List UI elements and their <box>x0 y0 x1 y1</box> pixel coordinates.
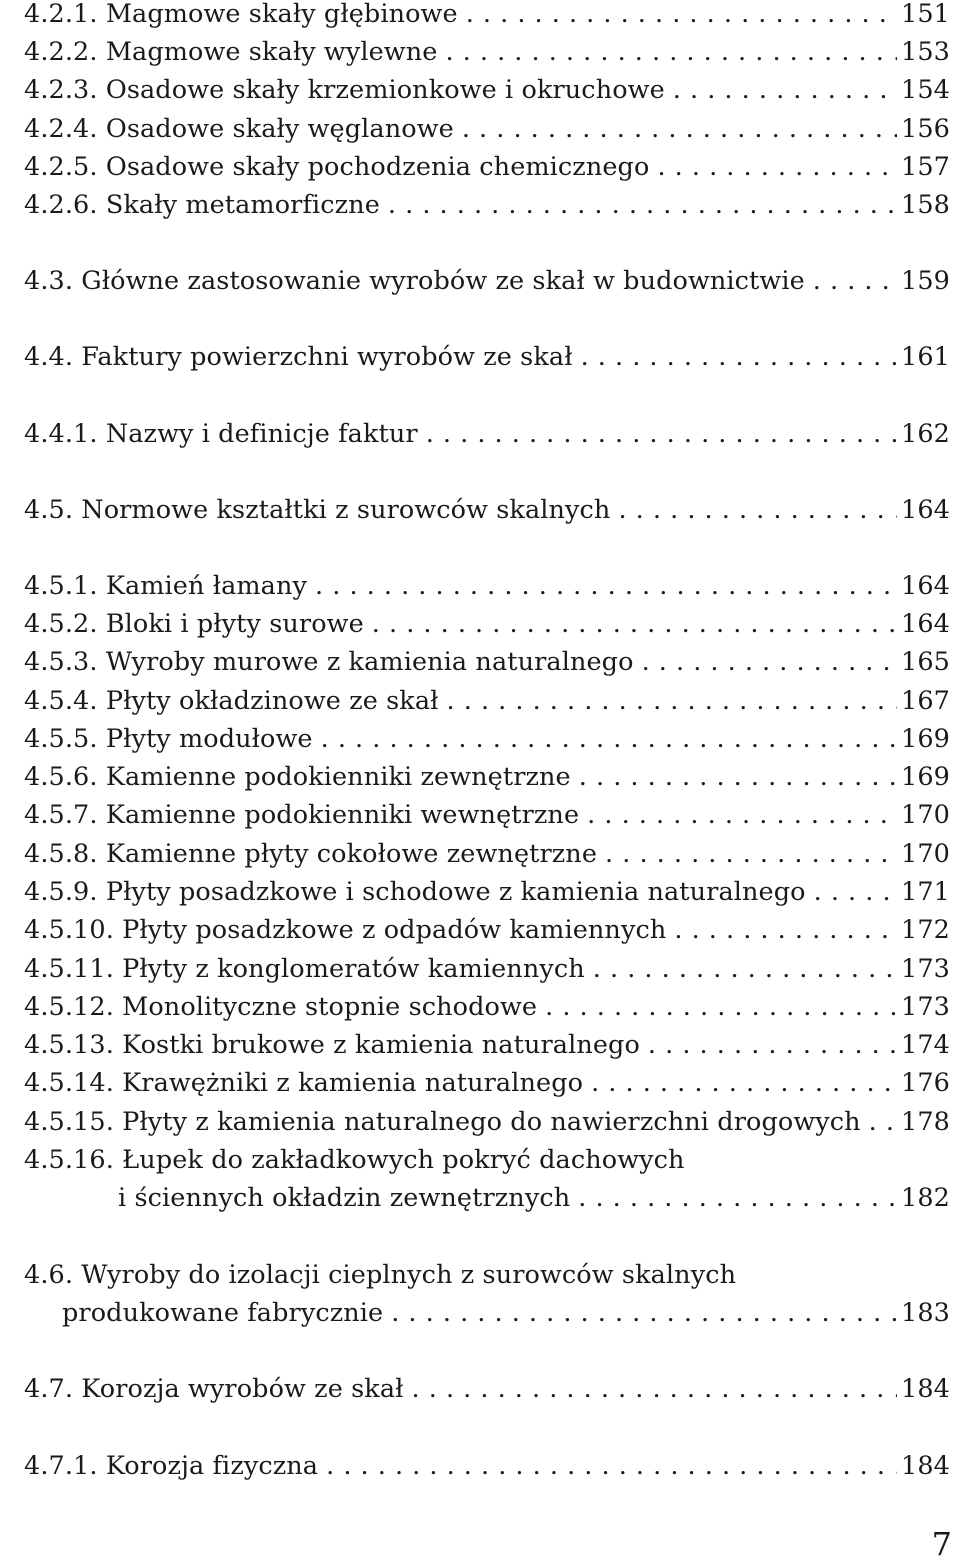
dot-leader <box>657 151 897 183</box>
toc-entry <box>24 36 950 68</box>
toc-title: Główne zastosowanie wyrobów ze skał w budownictwie <box>81 266 805 296</box>
toc-title-continued: produkowane fabrycznie <box>62 1298 384 1328</box>
toc-title: Płyty okładzinowe ze skał <box>105 686 439 716</box>
toc-title: Korozja wyrobów ze skał <box>81 1374 404 1404</box>
dot-leader <box>642 646 897 678</box>
toc-entry <box>24 991 950 1023</box>
toc-number: 4.4. <box>24 342 74 372</box>
dot-leader <box>372 608 897 640</box>
toc-number: 4.2.2. <box>24 37 98 67</box>
toc-title: Korozja fizyczna <box>105 1451 319 1481</box>
toc-title: Kamienne płyty cokołowe zewnętrzne <box>105 839 598 869</box>
dot-leader <box>445 36 897 68</box>
toc-title: Krawężniki z kamienia naturalnego <box>122 1068 584 1098</box>
toc-entry <box>24 914 950 946</box>
toc-title: Kamień łamany <box>105 571 308 601</box>
toc-entry <box>24 761 950 793</box>
toc-number: 4.5.13. <box>24 1030 114 1060</box>
toc-entry <box>24 189 950 221</box>
toc-page: 158 <box>901 190 950 220</box>
toc-title: Wyroby do izolacji cieplnych z surowców skalnych <box>81 1260 737 1290</box>
toc-title: Kamienne podokienniki zewnętrzne <box>105 762 571 792</box>
toc-entry <box>24 723 950 755</box>
toc-number: 4.5.8. <box>24 839 98 869</box>
toc-title: Łupek do zakładkowych pokryć dachowych <box>122 1145 685 1175</box>
dot-leader <box>605 838 897 870</box>
toc-entry <box>24 685 950 717</box>
toc-number: 4.3. <box>24 266 74 296</box>
toc-entry <box>24 1067 950 1099</box>
dot-leader <box>447 685 897 717</box>
toc-entry <box>24 265 950 297</box>
toc-number: 4.2.4. <box>24 114 98 144</box>
toc-number: 4.5.7. <box>24 800 98 830</box>
toc-number: 4.5.5. <box>24 724 98 754</box>
dot-leader <box>412 1373 898 1405</box>
dot-leader <box>578 1182 897 1214</box>
toc-page: 183 <box>901 1298 950 1328</box>
toc-page: 167 <box>901 686 950 716</box>
toc-entry <box>24 838 950 870</box>
toc-title: Osadowe skały pochodzenia chemicznego <box>105 152 650 182</box>
toc-title: Płyty posadzkowe z odpadów kamiennych <box>122 915 667 945</box>
toc-number: 4.5.4. <box>24 686 98 716</box>
toc-page: 161 <box>901 342 950 372</box>
toc-number: 4.6. <box>24 1260 74 1290</box>
dot-leader <box>587 799 897 831</box>
toc-title: Nazwy i definicje faktur <box>105 419 418 449</box>
toc-number: 4.5. <box>24 495 74 525</box>
toc-title: Magmowe skały głębinowe <box>105 0 458 29</box>
dot-leader <box>321 723 897 755</box>
toc-page: 184 <box>901 1451 950 1481</box>
toc-page: 176 <box>901 1068 950 1098</box>
toc-title: Bloki i płyty surowe <box>105 609 364 639</box>
toc-number: 4.5.9. <box>24 877 98 907</box>
toc-page: 154 <box>901 75 950 105</box>
toc-number: 4.5.6. <box>24 762 98 792</box>
toc-page: 153 <box>901 37 950 67</box>
toc-page: 184 <box>901 1374 950 1404</box>
toc-entry <box>24 0 950 30</box>
dot-leader <box>814 876 897 908</box>
dot-leader <box>426 418 897 450</box>
toc-entry <box>24 1106 950 1138</box>
toc-number: 4.5.14. <box>24 1068 114 1098</box>
toc-number: 4.4.1. <box>24 419 98 449</box>
toc-entry <box>24 74 950 106</box>
toc-page: 151 <box>901 0 950 29</box>
dot-leader <box>869 1106 897 1138</box>
toc-entry <box>24 341 950 373</box>
dot-leader <box>579 761 897 793</box>
page-number: 7 <box>931 1525 952 1563</box>
dot-leader <box>388 189 897 221</box>
toc-number: 4.5.3. <box>24 647 98 677</box>
toc-title: Faktury powierzchni wyrobów ze skał <box>81 342 573 372</box>
toc-number: 4.5.11. <box>24 954 114 984</box>
toc-page: 157 <box>901 152 950 182</box>
dot-leader <box>674 914 897 946</box>
dot-leader <box>326 1450 897 1482</box>
toc-page: 164 <box>901 495 950 525</box>
dot-leader <box>315 570 897 602</box>
toc-title: Płyty modułowe <box>105 724 313 754</box>
toc-number: 4.5.1. <box>24 571 98 601</box>
dot-leader <box>648 1029 897 1061</box>
toc-title: Wyroby murowe z kamienia naturalnego <box>105 647 634 677</box>
toc-title: Płyty z konglomeratów kamiennych <box>122 954 585 984</box>
toc-title: Monolityczne stopnie schodowe <box>122 992 538 1022</box>
dot-leader <box>391 1297 897 1329</box>
toc-page: 162 <box>901 419 950 449</box>
toc-page: 173 <box>901 954 950 984</box>
dot-leader <box>466 0 897 30</box>
toc-page: 165 <box>901 647 950 677</box>
toc-entry <box>24 113 950 145</box>
toc-number: 4.2.5. <box>24 152 98 182</box>
toc-page: 173 <box>901 992 950 1022</box>
toc-page: 170 <box>901 839 950 869</box>
toc-entry <box>24 953 950 985</box>
toc-page: 171 <box>901 877 950 907</box>
toc-number: 4.7.1. <box>24 1451 98 1481</box>
toc-number: 4.5.12. <box>24 992 114 1022</box>
dot-leader <box>462 113 897 145</box>
toc-page: 169 <box>901 762 950 792</box>
dot-leader <box>593 953 897 985</box>
toc-page: 172 <box>901 915 950 945</box>
toc-title: Płyty z kamienia naturalnego do nawierzchni drogowych <box>122 1107 861 1137</box>
toc-entry <box>24 608 950 640</box>
toc-page: 164 <box>901 609 950 639</box>
toc-entry <box>24 151 950 183</box>
dot-leader <box>673 74 897 106</box>
toc-entry <box>24 876 950 908</box>
toc-number: 4.5.2. <box>24 609 98 639</box>
toc-entry <box>24 799 950 831</box>
toc-page: 174 <box>901 1030 950 1060</box>
dot-leader <box>813 265 897 297</box>
toc-page: 156 <box>901 114 950 144</box>
toc-title-continued: i ściennych okładzin zewnętrznych <box>118 1183 571 1213</box>
toc-number: 4.7. <box>24 1374 74 1404</box>
toc-title: Skały metamorficzne <box>105 190 380 220</box>
toc-entry <box>24 570 950 602</box>
dot-leader <box>591 1067 897 1099</box>
toc-title: Osadowe skały krzemionkowe i okruchowe <box>105 75 665 105</box>
toc-title: Kamienne podokienniki wewnętrzne <box>105 800 580 830</box>
toc-entry <box>24 1144 950 1214</box>
toc-page: 170 <box>901 800 950 830</box>
toc-entry <box>24 494 950 526</box>
toc-number: 4.2.6. <box>24 190 98 220</box>
toc-entry <box>24 1029 950 1061</box>
toc-page: 169 <box>901 724 950 754</box>
dot-leader <box>545 991 897 1023</box>
toc-entry <box>24 1259 950 1329</box>
toc-page: 178 <box>901 1107 950 1137</box>
toc-entry <box>24 646 950 678</box>
toc-page: 182 <box>901 1183 950 1213</box>
toc-entry <box>24 1373 950 1405</box>
toc-number: 4.5.10. <box>24 915 114 945</box>
toc-number: 4.2.3. <box>24 75 98 105</box>
toc-title: Osadowe skały węglanowe <box>105 114 454 144</box>
dot-leader <box>581 341 897 373</box>
toc-number: 4.2.1. <box>24 0 98 29</box>
toc-number: 4.5.15. <box>24 1107 114 1137</box>
toc-entry <box>24 1450 950 1482</box>
toc-title: Kostki brukowe z kamienia naturalnego <box>122 1030 640 1060</box>
toc-entry <box>24 418 950 450</box>
toc-page: 164 <box>901 571 950 601</box>
toc-title: Magmowe skały wylewne <box>105 37 438 67</box>
toc-title: Płyty posadzkowe i schodowe z kamienia naturalnego <box>105 877 806 907</box>
dot-leader <box>618 494 897 526</box>
toc-title: Normowe kształtki z surowców skalnych <box>81 495 611 525</box>
toc-number: 4.5.16. <box>24 1145 114 1175</box>
toc-page: 159 <box>901 266 950 296</box>
